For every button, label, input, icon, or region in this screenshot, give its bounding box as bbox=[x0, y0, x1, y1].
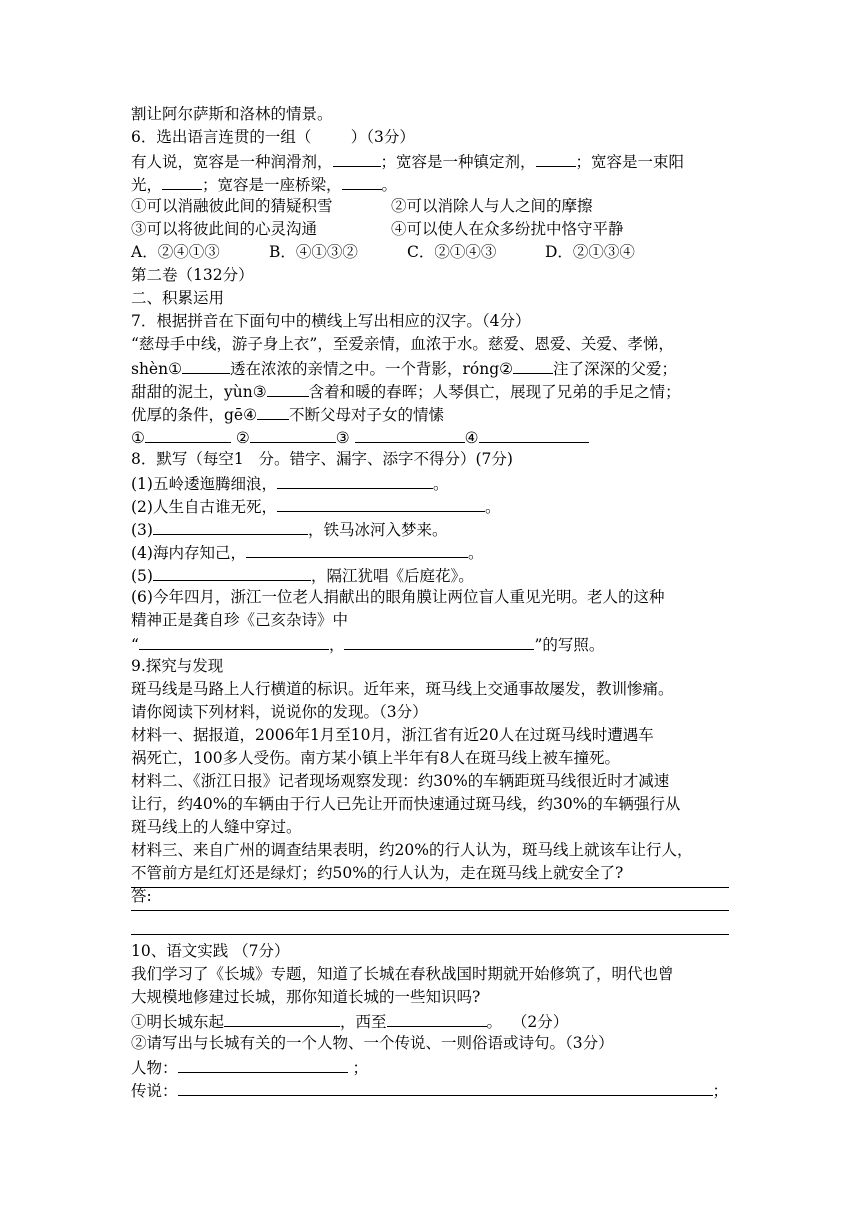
q6-choices-row2 bbox=[131, 218, 624, 240]
q8-line1: (1)五岭逶迤腾细浪， 。 bbox=[131, 471, 448, 495]
continuation-line: 割让阿尔萨斯和洛林的情景。 bbox=[131, 105, 333, 123]
q9-material-2-line3: 斑马线上的人缝中穿过。 bbox=[131, 818, 302, 836]
q8-line8: “ ， ”的写照。 bbox=[131, 632, 604, 656]
q7-line3: 甜甜的泥土，yùn③ 含着和暖的春晖；人琴俱亡，展现了兄弟的手足之情； bbox=[131, 379, 681, 403]
q6-choice-2: ②可以消除人与人之间的摩擦 bbox=[391, 197, 593, 215]
q9-material-3-line1: 材料三、来自广州的调查结果表明，约20%的行人认为，斑马线上就该车让行人， bbox=[131, 841, 693, 859]
q8-title: 8．默写（每空1 分。错字、漏字、添字不得分）(7分) bbox=[131, 450, 513, 468]
q10-title: 10、语文实践 （7分） bbox=[131, 942, 290, 960]
q9-title: 9.探究与发现 bbox=[131, 657, 224, 675]
q9-answer-line-2[interactable] bbox=[131, 910, 729, 911]
q7-line4: 优厚的条件，gē④ 不断父母对子女的情愫 bbox=[131, 402, 444, 426]
q8-line2: (2)人生自古谁无死， 。 bbox=[131, 494, 500, 518]
q7-blank-1[interactable] bbox=[182, 356, 230, 374]
q6-choice-3: ③可以将彼此间的心灵沟通 bbox=[131, 220, 318, 238]
q6-line1: 有人说，宽容是一种润滑剂， ；宽容是一种镇定剂， ；宽容是一束阳 bbox=[131, 149, 684, 173]
q8-blank-5[interactable] bbox=[153, 563, 311, 581]
q9-material-2-line2: 让行，约40%的车辆由于行人已先让开而快速通过斑马线，约30%的车辆强行从 bbox=[131, 795, 681, 813]
q7-answer-2[interactable] bbox=[250, 425, 336, 443]
q6-line2: 光， ；宽容是一座桥梁， 。 bbox=[131, 172, 397, 196]
q7-blank-3[interactable] bbox=[267, 379, 309, 397]
q8-blank-1[interactable] bbox=[277, 471, 433, 489]
q6-title: 6．选出语言连贯的一组（ ）（3分） bbox=[131, 128, 415, 146]
q6-blank-3[interactable] bbox=[162, 172, 202, 190]
q8-line7: 精神正是龚自珍《己亥杂诗》中 bbox=[131, 611, 349, 629]
q8-line4: (4)海内存知己， 。 bbox=[131, 540, 483, 564]
q6-option-c[interactable]: C．②①④③ bbox=[407, 243, 497, 261]
q8-blank-3[interactable] bbox=[153, 517, 308, 535]
q6-option-d[interactable]: D．②①③④ bbox=[545, 243, 635, 261]
q9-paragraph-2: 请你阅读下列材料，说说你的发现。（3分） bbox=[131, 703, 428, 721]
q8-blank-2[interactable] bbox=[277, 494, 485, 512]
q9-material-1-line1: 材料一、据报道，2006年1月至10月，浙江省有近20人在过斑马线时遭遇车 bbox=[131, 726, 654, 744]
q10-east-end-blank[interactable] bbox=[224, 1009, 340, 1027]
q9-material-2-line1: 材料二、《浙江日报》记者现场观察发现：约30%的车辆距斑马线很近时才减速 bbox=[131, 772, 670, 790]
q8-line3: (3) ，铁马冰河入梦来。 bbox=[131, 517, 447, 541]
part-two-heading: 第二卷（132分） bbox=[131, 266, 254, 284]
q8-blank-7[interactable] bbox=[344, 632, 534, 650]
section-two-heading: 二、积累运用 bbox=[131, 289, 225, 307]
q9-answer-label: 答: bbox=[131, 887, 152, 905]
q7-line1: “慈母手中线，游子身上衣”，至爱亲情，血浓于水。慈爱、恩爱、关爱、孝悌， bbox=[131, 335, 674, 353]
q7-answer-3[interactable] bbox=[355, 425, 465, 443]
q10-legend-blank[interactable] bbox=[178, 1078, 713, 1096]
q10-person-blank[interactable] bbox=[178, 1055, 348, 1073]
q8-blank-4[interactable] bbox=[246, 540, 468, 558]
q9-answer-line-1[interactable] bbox=[131, 887, 729, 888]
q10-legend-row: 传说： ； bbox=[131, 1078, 728, 1102]
q8-line6: (6)今年四月，浙江一位老人捐献出的眼角膜让两位盲人重见光明。老人的这种 bbox=[131, 588, 665, 606]
q6-option-a[interactable]: A．②④①③ bbox=[131, 243, 220, 261]
q8-blank-6[interactable] bbox=[139, 632, 329, 650]
q7-answer-1[interactable] bbox=[145, 425, 231, 443]
q7-line2: shèn① 透在浓浓的亲情之中。一个背影，róng② 注了深深的父爱； bbox=[131, 356, 677, 380]
q7-title: 7．根据拼音在下面句中的横线上写出相应的汉字。（4分） bbox=[131, 312, 531, 330]
q6-options bbox=[131, 241, 635, 263]
q6-choice-4: ④可以使人在众多纷扰中恪守平静 bbox=[391, 220, 624, 238]
q6-choice-1: ①可以消融彼此间的猜疑积雪 bbox=[131, 197, 333, 215]
q7-blank-4[interactable] bbox=[257, 402, 289, 420]
q10-west-end-blank[interactable] bbox=[387, 1009, 487, 1027]
q10-paragraph-1: 我们学习了《长城》专题，知道了长城在春秋战国时期就开始修筑了，明代也曾 bbox=[131, 965, 674, 983]
q10-paragraph-2: 大规模地修建过长城，那你知道长城的一些知识吗? bbox=[131, 988, 481, 1006]
q6-blank-2[interactable] bbox=[536, 149, 576, 167]
q10-sub-1: ①明长城东起 ，西至 。 （2分） bbox=[131, 1009, 568, 1033]
q10-person-row: 人物： ； bbox=[131, 1055, 368, 1079]
q7-blank-2[interactable] bbox=[513, 356, 553, 374]
q6-option-b[interactable]: B．④①③② bbox=[269, 243, 358, 261]
q10-sub-2: ②请写出与长城有关的一个人物、一个传说、一则俗语或诗句。（3分） bbox=[131, 1034, 614, 1052]
q7-answer-4[interactable] bbox=[479, 425, 589, 443]
q8-line5: (5) ，隔江犹唱《后庭花》。 bbox=[131, 563, 474, 587]
q6-blank-1[interactable] bbox=[333, 149, 381, 167]
q6-blank-4[interactable] bbox=[342, 172, 382, 190]
q9-material-3-line2: 不管前方是红灯还是绿灯；约50%的行人认为，走在斑马线上就安全了? bbox=[131, 864, 624, 882]
q9-answer-line-3[interactable] bbox=[131, 934, 729, 935]
q9-material-1-line2: 祸死亡，100多人受伤。南方某小镇上半年有8人在斑马线上被车撞死。 bbox=[131, 749, 620, 767]
q9-paragraph-1: 斑马线是马路上人行横道的标识。近年来，斑马线上交通事故屡发，教训惨痛。 bbox=[131, 680, 674, 698]
q6-choices-row1 bbox=[131, 195, 593, 217]
q7-answer-row: ① ② ③ ④ bbox=[131, 425, 589, 449]
